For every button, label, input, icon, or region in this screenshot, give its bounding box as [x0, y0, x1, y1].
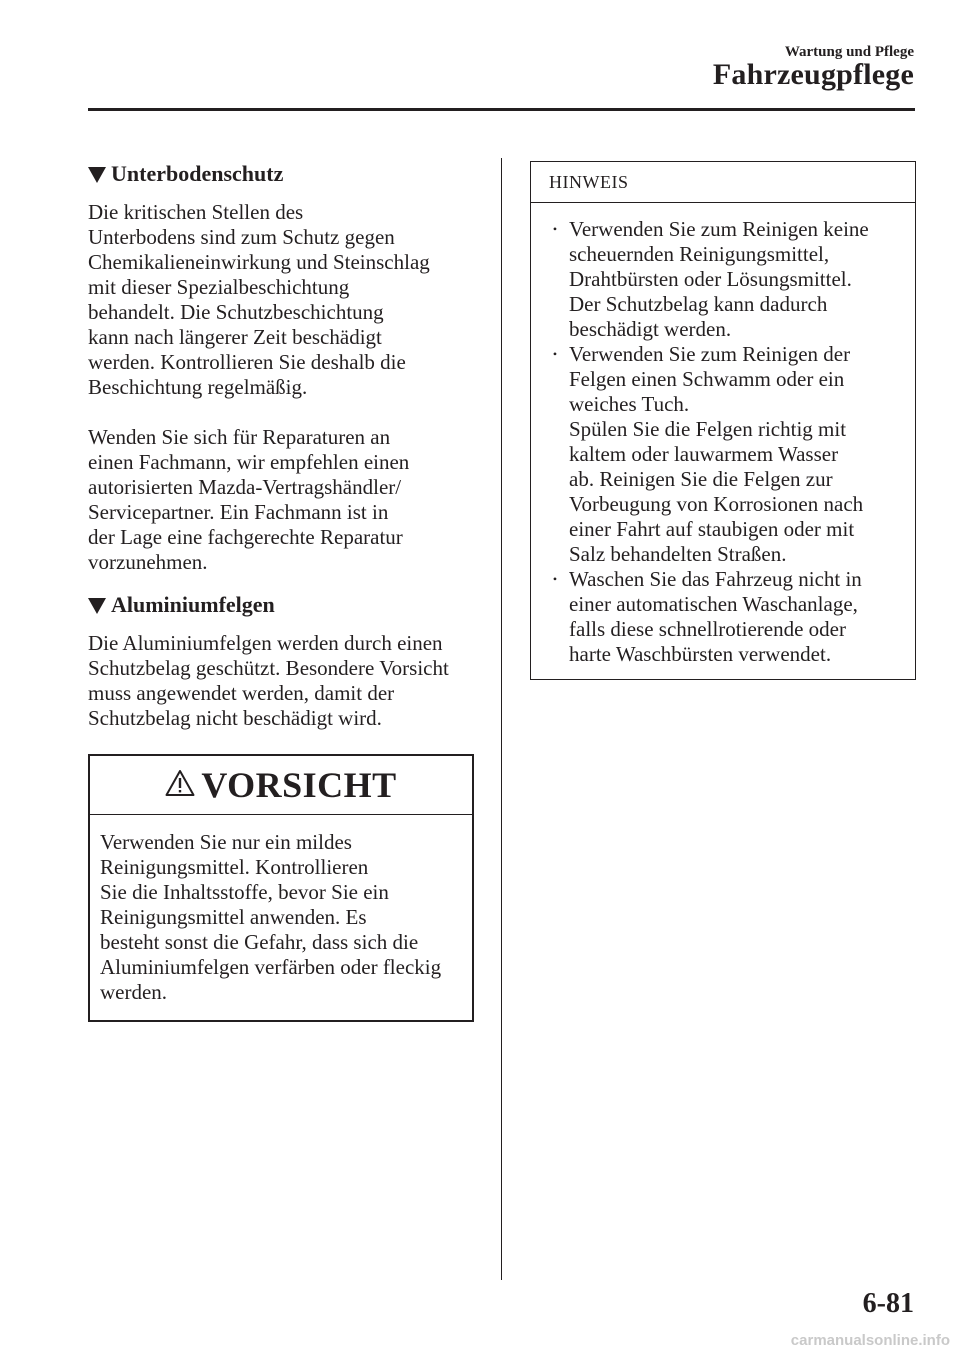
caution-title: VORSICHT: [201, 765, 397, 805]
header-section-label: Wartung und Pflege: [784, 44, 914, 60]
section-marker-icon: [88, 167, 106, 183]
note-item-text: Waschen Sie das Fahrzeug nicht in einer automatischen Waschanlage, falls diese schnellrotierende oder harte Waschbürsten verwendet.: [569, 567, 862, 666]
list-item: [541, 217, 905, 342]
heading-unterbodenschutz: [88, 158, 476, 190]
paragraph-alufelgen: Die Aluminiumfelgen werden durch einen Schutzbelag geschützt. Besondere Vorsicht muss angewendet werden, damit der Schutzbelag nicht beschädigt wird.: [88, 631, 449, 730]
list-item: [541, 342, 905, 567]
caution-box: [88, 754, 474, 1022]
page-title: Fahrzeugpflege: [712, 58, 914, 91]
header-divider: [88, 108, 915, 111]
left-column: [88, 158, 476, 1022]
heading-text: Unterbodenschutz: [111, 161, 284, 186]
warning-triangle-icon: [165, 769, 195, 802]
note-item-text: Verwenden Sie zum Reinigen der Felgen einen Schwamm oder ein weiches Tuch. Spülen Sie die Felgen richtig mit kaltem oder lauwarmem Wasser ab. Reinigen Sie die Felgen zur Vorbeugung von Korrosionen nach einer Fahrt auf staubigen oder mit Salz behandelten Straßen.: [569, 342, 864, 566]
note-box: [530, 161, 916, 680]
note-list: [531, 203, 915, 679]
heading-aluminiumfelgen: [88, 589, 476, 621]
page-number: 6-81: [862, 1288, 914, 1319]
list-item: [541, 567, 905, 667]
bullet-icon: •: [552, 222, 558, 236]
caution-text: Verwenden Sie nur ein mildes Reinigungsmittel. Kontrollieren Sie die Inhaltsstoffe, bevor Sie ein Reinigungsmittel anwenden. Es besteht sonst die Gefahr, dass sich die Aluminiumfelgen verfärben oder fleckig werden.: [100, 830, 442, 1004]
note-title: HINWEIS: [531, 162, 915, 203]
watermark: carmanualsonline.info: [790, 1332, 950, 1349]
heading-text: Aluminiumfelgen: [111, 592, 275, 617]
caution-header: [90, 756, 472, 815]
section-marker-icon: [88, 598, 106, 614]
paragraph-unterboden-2: Wenden Sie sich für Reparaturen an einen Fachmann, wir empfehlen einen autorisierten Mazda-Vertragshändler/ Servicepartner. Ein Fachmann ist in der Lage eine fachgerechte Reparatur vorzunehmen.: [88, 425, 410, 574]
paragraph-unterboden-1: Die kritischen Stellen des Unterbodens sind zum Schutz gegen Chemikalieneinwirkung und Steinschlag mit dieser Spezialbeschichtung behandelt. Die Schutzbeschichtung kann nach längerer Zeit beschädigt werden. Kontrollieren Sie deshalb die Beschichtung regelmäßig.: [88, 200, 430, 399]
caution-body: [90, 815, 472, 1020]
bullet-icon: •: [552, 572, 558, 586]
right-column: [530, 161, 916, 680]
note-item-text: Verwenden Sie zum Reinigen keine scheuernden Reinigungsmittel, Drahtbürsten oder Lösungsmittel. Der Schutzbelag kann dadurch beschädigt werden.: [569, 217, 869, 341]
column-divider: [501, 158, 502, 1280]
bullet-icon: •: [552, 347, 558, 361]
